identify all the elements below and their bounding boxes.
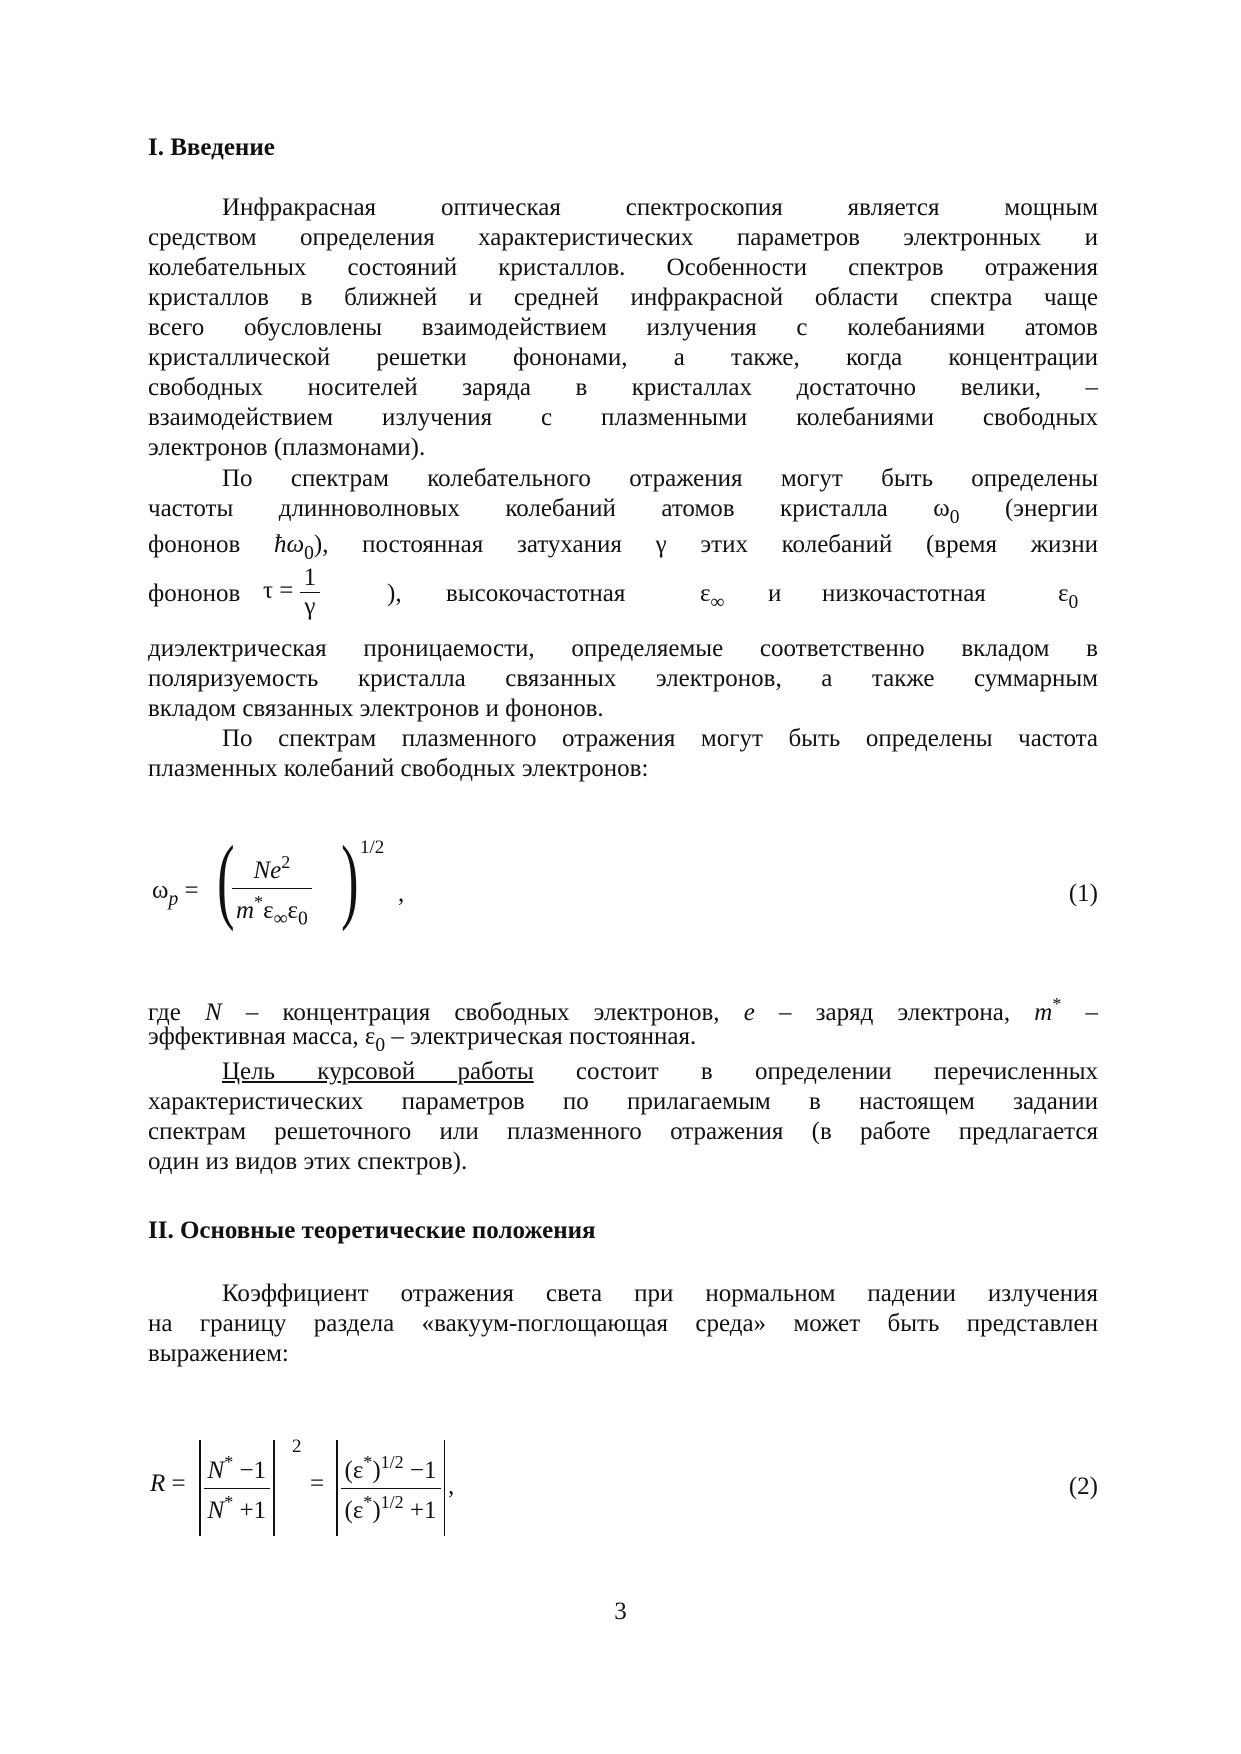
text-line: По спектрам плазменного отражения могут быть определены частота — [222, 725, 1098, 752]
text-line: колебательных состояний кристаллов. Особенности спектров отражения — [148, 254, 1098, 281]
eq1-open-paren: ( — [217, 826, 235, 932]
text-line: один из видов этих спектров). — [148, 1148, 468, 1175]
underlined-goal: Цель курсовой работы — [222, 1058, 534, 1085]
eq1-omega-p: $\omega_p$ = — [152, 877, 199, 910]
eps-zero-symbol: $\varepsilon_0$ — [1058, 580, 1079, 613]
text-line: поляризуемость кристалла связанных электронов, а также суммарным — [148, 665, 1098, 692]
text-line: кристаллической решетки фононами, а также, когда концентрации — [148, 344, 1098, 371]
eq2-equals: = — [310, 1470, 325, 1497]
eq1-comma: , — [398, 880, 405, 907]
text-line: кристаллов в ближней и средней инфракрасной области спектра чаще — [148, 284, 1098, 311]
eps-inf-symbol: $\varepsilon_\infty$ — [700, 580, 725, 613]
equation-number-1: (1) — [1068, 880, 1098, 907]
text-line: спектрам решеточного или плазменного отражения (в работе предлагается — [148, 1118, 1098, 1145]
eq1-close-paren: ) — [341, 826, 359, 932]
tau-formula: τ = $\frac{1}{\gamma}$ — [263, 564, 320, 621]
text-line: плазменных колебаний свободных электронов: — [148, 755, 649, 782]
text-line: Инфракрасная оптическая спектроскопия является мощным — [222, 194, 1098, 221]
page-number: 3 — [614, 1598, 627, 1625]
eq1-fraction: $\frac{Ne^2}{m^*\varepsilon_\infty\varepsilon_0}$ — [232, 852, 312, 931]
eq2-R: R = — [150, 1470, 186, 1497]
eq2-first-abs: $\frac{N^* -1}{N^* +1}$ — [196, 1440, 278, 1536]
text-line: частоты длинноволновых колебаний атомов кристалла $\omega_0$ (энергии — [148, 495, 1098, 528]
text-and: и — [768, 580, 782, 607]
text-line: взаимодействием излучения с плазменными колебаниями свободных — [148, 404, 1098, 431]
text-line: диэлектрическая проницаемости, определяемые соответственно вкладом в — [148, 635, 1098, 662]
text-line: на границу раздела «вакуум-поглощающая среда» может быть представлен — [148, 1310, 1098, 1337]
text-line: По спектрам колебательного отражения могут быть определены — [222, 465, 1098, 492]
section-heading-theory: II. Основные теоретические положения — [148, 1217, 596, 1244]
text-line: свободных носителей заряда в кристаллах достаточно велики, – — [148, 374, 1098, 401]
eq1-exponent: 1/2 — [360, 837, 385, 858]
text-fonons: фононов — [148, 580, 241, 607]
text-paren: ), — [387, 580, 402, 607]
text-line: Цель курсовой работы состоит в определении перечисленных — [222, 1058, 1099, 1085]
equation-number-2: (2) — [1068, 1473, 1098, 1500]
text-line: характеристических параметров по прилагаемым в настоящем задании — [148, 1088, 1098, 1115]
text-line: где N – концентрация свободных электронов, e – заряд электрона, m* – — [148, 994, 1099, 1026]
text-line: вкладом связанных электронов и фононов. — [148, 695, 604, 722]
section-heading-introduction: I. Введение — [148, 134, 275, 161]
eq2-square: 2 — [292, 1436, 302, 1457]
text-highfreq: высокочастотная — [446, 580, 626, 607]
text-line: выражением: — [148, 1340, 289, 1367]
text-line: всего обусловлены взаимодействием излучения с колебаниями атомов — [148, 314, 1098, 341]
eq2-second-abs: $\frac{(\varepsilon^*)^{1/2} -1}{(\varepsilon^*)^{1/2} +1}$ , — [333, 1440, 454, 1536]
text-line: фононов $ħ\omega_0$), постоянная затухания γ этих колебаний (время жизни — [148, 531, 1099, 564]
text-line: эффективная масса, $\varepsilon_0$ – электрическая постоянная. — [148, 1023, 697, 1056]
text-line: Коэффициент отражения света при нормальном падении излучения — [222, 1280, 1098, 1307]
text-line: средством определения характеристических параметров электронных и — [148, 224, 1098, 251]
text-line: электронов (плазмонами). — [148, 434, 426, 461]
text-lowfreq: низкочастотная — [822, 580, 986, 607]
